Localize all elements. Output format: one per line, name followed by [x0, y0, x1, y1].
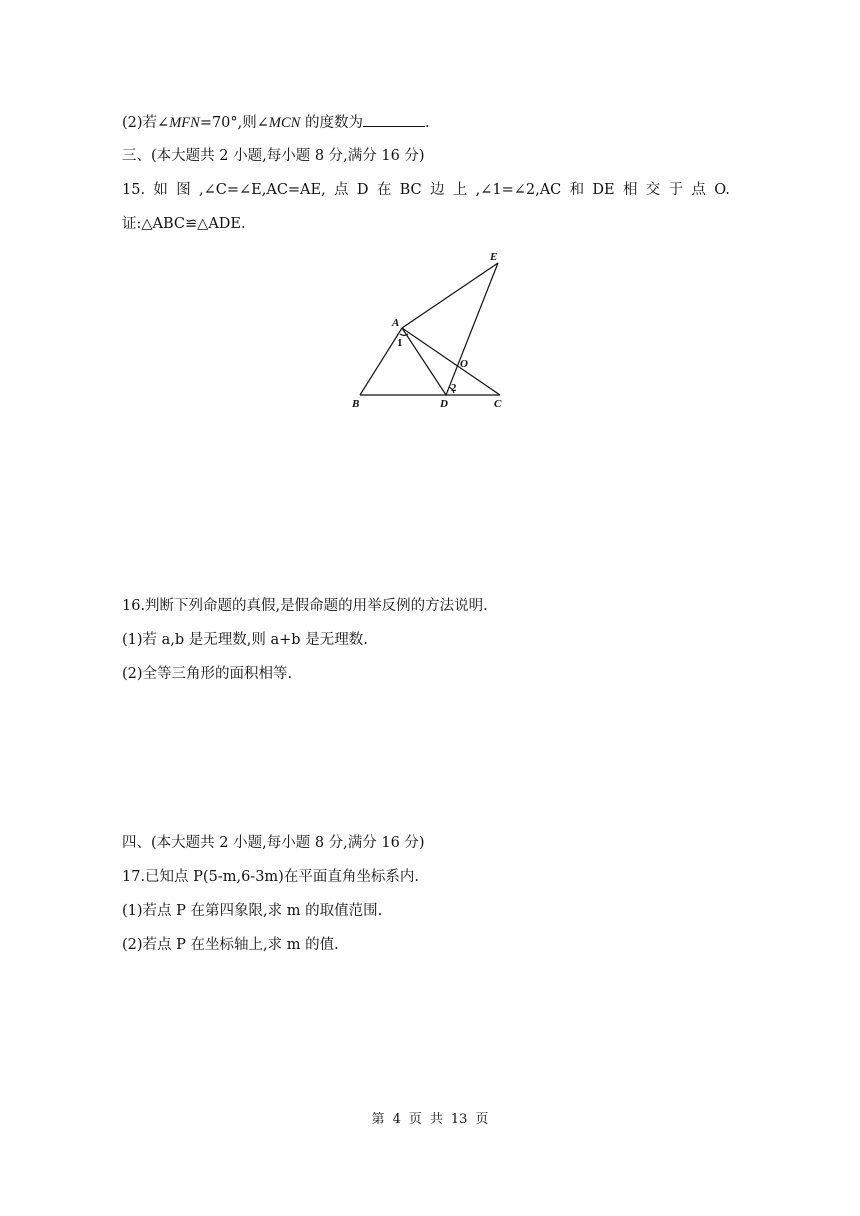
segment-AE: [402, 263, 498, 328]
q16-part1: (1)若 a,b 是无理数,则 a+b 是无理数.: [122, 632, 368, 648]
q15-line1: 15. 如 图 ,∠C=∠E,AC=AE, 点 D 在 BC 边 上 ,∠1=∠2,AC 和 DE 相 交 于 点 O.: [122, 182, 730, 198]
segment-AD: [402, 328, 446, 395]
label-O: O: [460, 358, 468, 370]
label-D: D: [440, 398, 448, 410]
page-footer: 第 4 页 共 13 页: [371, 1112, 489, 1127]
section-4-heading: 四、(本大题共 2 小题,每小题 8 分,满分 16 分): [122, 835, 425, 851]
label-B: B: [352, 398, 360, 410]
angle-1-arc: [400, 334, 408, 336]
segment-AB: [360, 328, 402, 395]
label-C: C: [494, 398, 502, 410]
q16-stem: 16.判断下列命题的真假,是假命题的用举反例的方法说明.: [122, 598, 488, 614]
section-3-heading: 三、(本大题共 2 小题,每小题 8 分,满分 16 分): [122, 148, 425, 164]
page-number: 4: [392, 1112, 401, 1127]
label-angle-1: 1: [397, 337, 403, 349]
label-E: E: [490, 251, 498, 263]
label-angle-2: 2: [451, 382, 457, 394]
q14-part2: (2)若∠MFN=70°,则∠MCN 的度数为 .: [122, 112, 430, 133]
q17-stem: 17.已知点 P(5-m,6-3m)在平面直角坐标系内.: [122, 869, 419, 885]
triangle-figure: [340, 248, 520, 416]
q17-part1: (1)若点 P 在第四象限,求 m 的取值范围.: [122, 903, 383, 919]
q17-part2: (2)若点 P 在坐标轴上,求 m 的值.: [122, 937, 339, 953]
q15-line2: 证:△ABC≌△ADE.: [122, 216, 246, 232]
answer-blank[interactable]: [363, 112, 425, 127]
label-A: A: [392, 317, 400, 329]
page-total: 13: [450, 1112, 468, 1127]
q16-part2: (2)全等三角形的面积相等.: [122, 666, 293, 682]
